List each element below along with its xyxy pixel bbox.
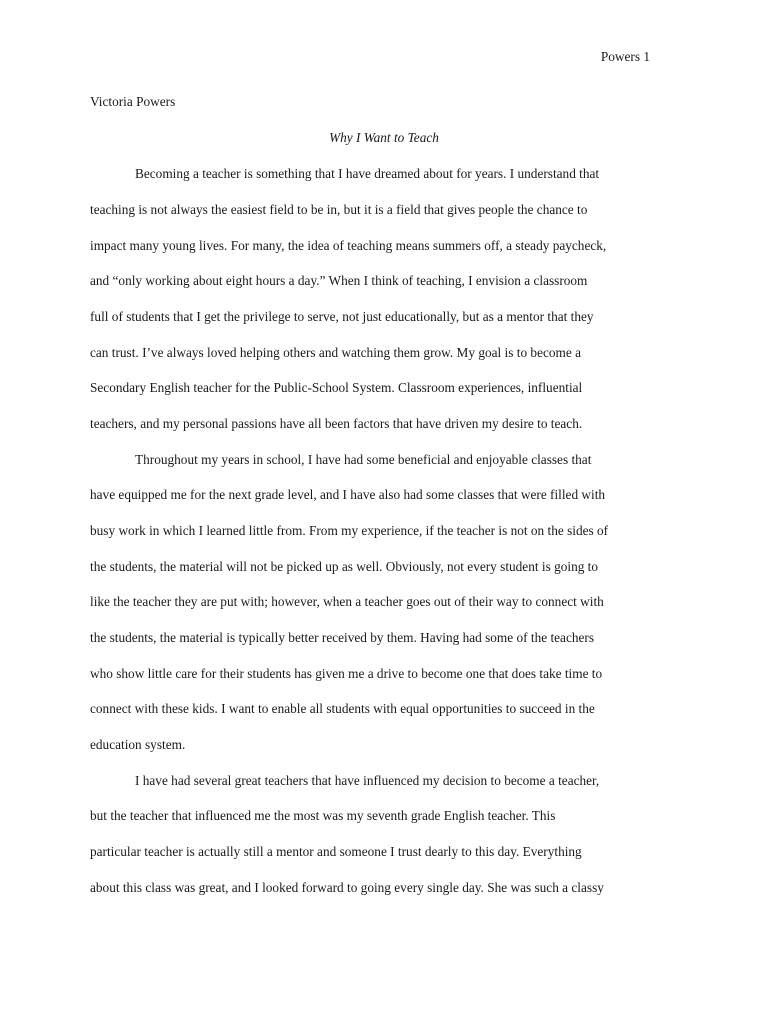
body-line: about this class was great, and I looked forward to going every single day. She was such a classy: [90, 880, 604, 895]
body-line: particular teacher is actually still a mentor and someone I trust dearly to this day. Everything: [90, 844, 582, 859]
body-line: and “only working about eight hours a day.” When I think of teaching, I envision a classroom: [90, 273, 588, 288]
body-line: connect with these kids. I want to enable all students with equal opportunities to succeed in the: [90, 701, 595, 716]
body-line: but the teacher that influenced me the most was my seventh grade English teacher. This: [90, 808, 556, 823]
body-line: the students, the material is typically better received by them. Having had some of the teachers: [90, 630, 595, 645]
author-name: Victoria Powers: [90, 94, 176, 109]
body-line: Throughout my years in school, I have had some beneficial and enjoyable classes that: [135, 452, 592, 467]
body-line: full of students that I get the privilege to serve, not just educationally, but as a mentor that they: [90, 309, 594, 324]
body-line: who show little care for their students has given me a drive to become one that does take time to: [90, 666, 603, 681]
body-line: like the teacher they are put with; however, when a teacher goes out of their way to connect with: [90, 594, 604, 609]
body-line: have equipped me for the next grade level, and I have also had some classes that were filled with: [90, 487, 606, 502]
body-line: busy work in which I learned little from. From my experience, if the teacher is not on the sides of: [90, 523, 609, 538]
body-line: Becoming a teacher is something that I have dreamed about for years. I understand that: [135, 166, 600, 181]
essay-title: Why I Want to Teach: [329, 130, 439, 145]
body-line: teaching is not always the easiest field to be in, but it is a field that gives people the chance to: [90, 202, 588, 217]
running-head: Powers 1: [600, 49, 650, 64]
body-line: Secondary English teacher for the Public-School System. Classroom experiences, influential: [90, 380, 583, 395]
body-line: the students, the material will not be picked up as well. Obviously, not every student is going to: [90, 559, 599, 574]
body-line: I have had several great teachers that have influenced my decision to become a teacher,: [135, 773, 600, 788]
body-line: education system.: [90, 737, 186, 752]
body-line: teachers, and my personal passions have all been factors that have driven my desire to teach.: [90, 416, 583, 431]
body-line: impact many young lives. For many, the idea of teaching means summers off, a steady paycheck,: [90, 238, 607, 253]
body-line: can trust. I’ve always loved helping others and watching them grow. My goal is to become a: [90, 345, 581, 360]
